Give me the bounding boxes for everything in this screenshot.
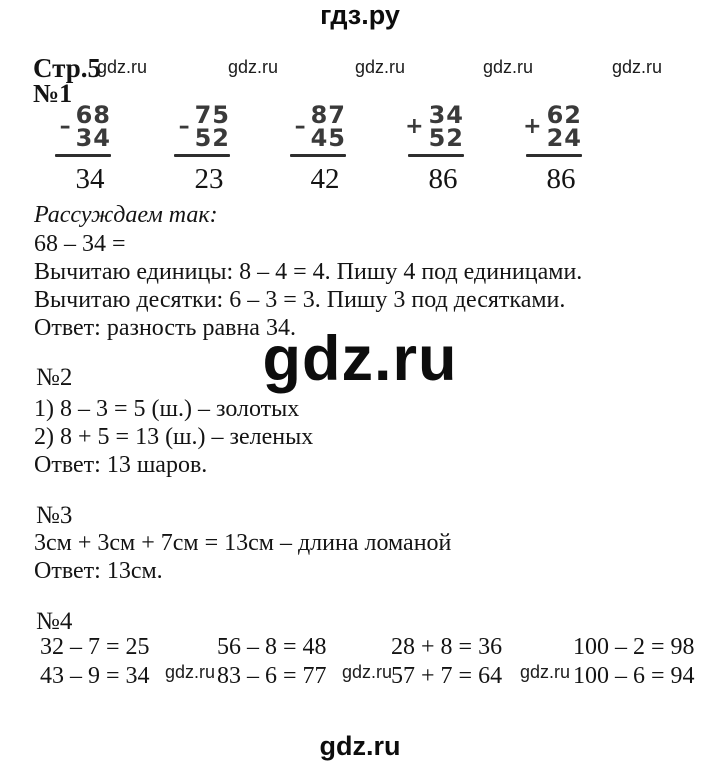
column-answer: 23 bbox=[194, 163, 224, 195]
equation: 28 + 8 = 36 bbox=[391, 634, 503, 660]
vinculum-line bbox=[526, 154, 582, 157]
column-answer: 42 bbox=[310, 163, 340, 195]
watermark-small: gdz.ru bbox=[228, 57, 279, 77]
operand-top: 62 bbox=[546, 101, 582, 129]
operation-sign: + bbox=[405, 113, 424, 139]
operand-bottom: 24 bbox=[546, 124, 582, 152]
operand-bottom: 52 bbox=[428, 124, 464, 152]
equation: 83 – 6 = 77 bbox=[217, 663, 327, 689]
operation-sign: – bbox=[178, 113, 190, 139]
watermark-small: gdz.ru bbox=[355, 57, 406, 77]
task3-label: №3 bbox=[36, 502, 73, 529]
operand-bottom: 52 bbox=[194, 124, 230, 152]
vinculum-line bbox=[408, 154, 464, 157]
column-answer: 34 bbox=[75, 163, 105, 195]
equation: 57 + 7 = 64 bbox=[391, 663, 503, 689]
reasoning-line: 68 – 34 = bbox=[34, 231, 126, 257]
operation-sign: + bbox=[523, 113, 542, 139]
task1-label: №1 bbox=[33, 79, 73, 108]
task4-label: №4 bbox=[36, 608, 73, 635]
site-title: гдз.ру bbox=[320, 0, 400, 30]
column-subtraction bbox=[290, 101, 346, 196]
vinculum-line bbox=[55, 154, 111, 157]
equation-column bbox=[391, 633, 502, 691]
task2-label: №2 bbox=[36, 364, 73, 391]
answer-line: Ответ: 13см. bbox=[34, 558, 163, 584]
column-subtraction bbox=[55, 101, 111, 196]
operand-top: 68 bbox=[75, 101, 111, 129]
page-label: Стр.5 bbox=[33, 53, 102, 83]
watermark-small: gdz.ru bbox=[483, 57, 534, 77]
watermark-small: gdz.ru bbox=[612, 57, 663, 77]
operand-top: 87 bbox=[310, 101, 346, 129]
reasoning-title: Рассуждаем так: bbox=[34, 202, 218, 228]
operand-top: 34 bbox=[428, 101, 464, 129]
vinculum-line bbox=[290, 154, 346, 157]
watermark-large: gdz.ru bbox=[262, 324, 458, 394]
solution-line: 2) 8 + 5 = 13 (ш.) – зеленых bbox=[34, 424, 314, 450]
watermark-small: gdz.ru bbox=[342, 662, 393, 682]
equation-column bbox=[573, 633, 695, 691]
column-subtraction bbox=[174, 101, 230, 196]
vinculum-line bbox=[174, 154, 230, 157]
column-answer: 86 bbox=[428, 163, 458, 195]
operation-sign: – bbox=[294, 113, 306, 139]
reasoning-line: Вычитаю десятки: 6 – 3 = 3. Пишу 3 под десятками. bbox=[34, 287, 566, 313]
reasoning-line: Вычитаю единицы: 8 – 4 = 4. Пишу 4 под единицами. bbox=[34, 259, 583, 285]
answer-line: Ответ: разность равна 34. bbox=[34, 315, 296, 341]
equation: 43 – 9 = 34 bbox=[40, 663, 150, 689]
equation: 100 – 2 = 98 bbox=[573, 634, 695, 660]
solution-line: 3см + 3см + 7см = 13см – длина ломаной bbox=[34, 530, 452, 556]
equation-column bbox=[40, 633, 150, 691]
equation: 56 – 8 = 48 bbox=[217, 634, 327, 660]
operand-bottom: 34 bbox=[75, 124, 111, 152]
operand-bottom: 45 bbox=[310, 124, 346, 152]
equation: 32 – 7 = 25 bbox=[40, 634, 150, 660]
equation-column bbox=[217, 633, 327, 691]
column-answer: 86 bbox=[546, 163, 576, 195]
column-addition bbox=[405, 101, 464, 196]
watermark-small: gdz.ru bbox=[97, 57, 148, 77]
watermark-small: gdz.ru bbox=[165, 662, 216, 682]
answer-line: Ответ: 13 шаров. bbox=[34, 452, 208, 478]
column-addition bbox=[523, 101, 582, 196]
solution-line: 1) 8 – 3 = 5 (ш.) – золотых bbox=[34, 396, 300, 422]
footer-watermark: gdz.ru bbox=[319, 731, 401, 761]
equation: 100 – 6 = 94 bbox=[573, 663, 695, 689]
operand-top: 75 bbox=[194, 101, 230, 129]
watermark-small: gdz.ru bbox=[520, 662, 571, 682]
operation-sign: – bbox=[59, 113, 71, 139]
